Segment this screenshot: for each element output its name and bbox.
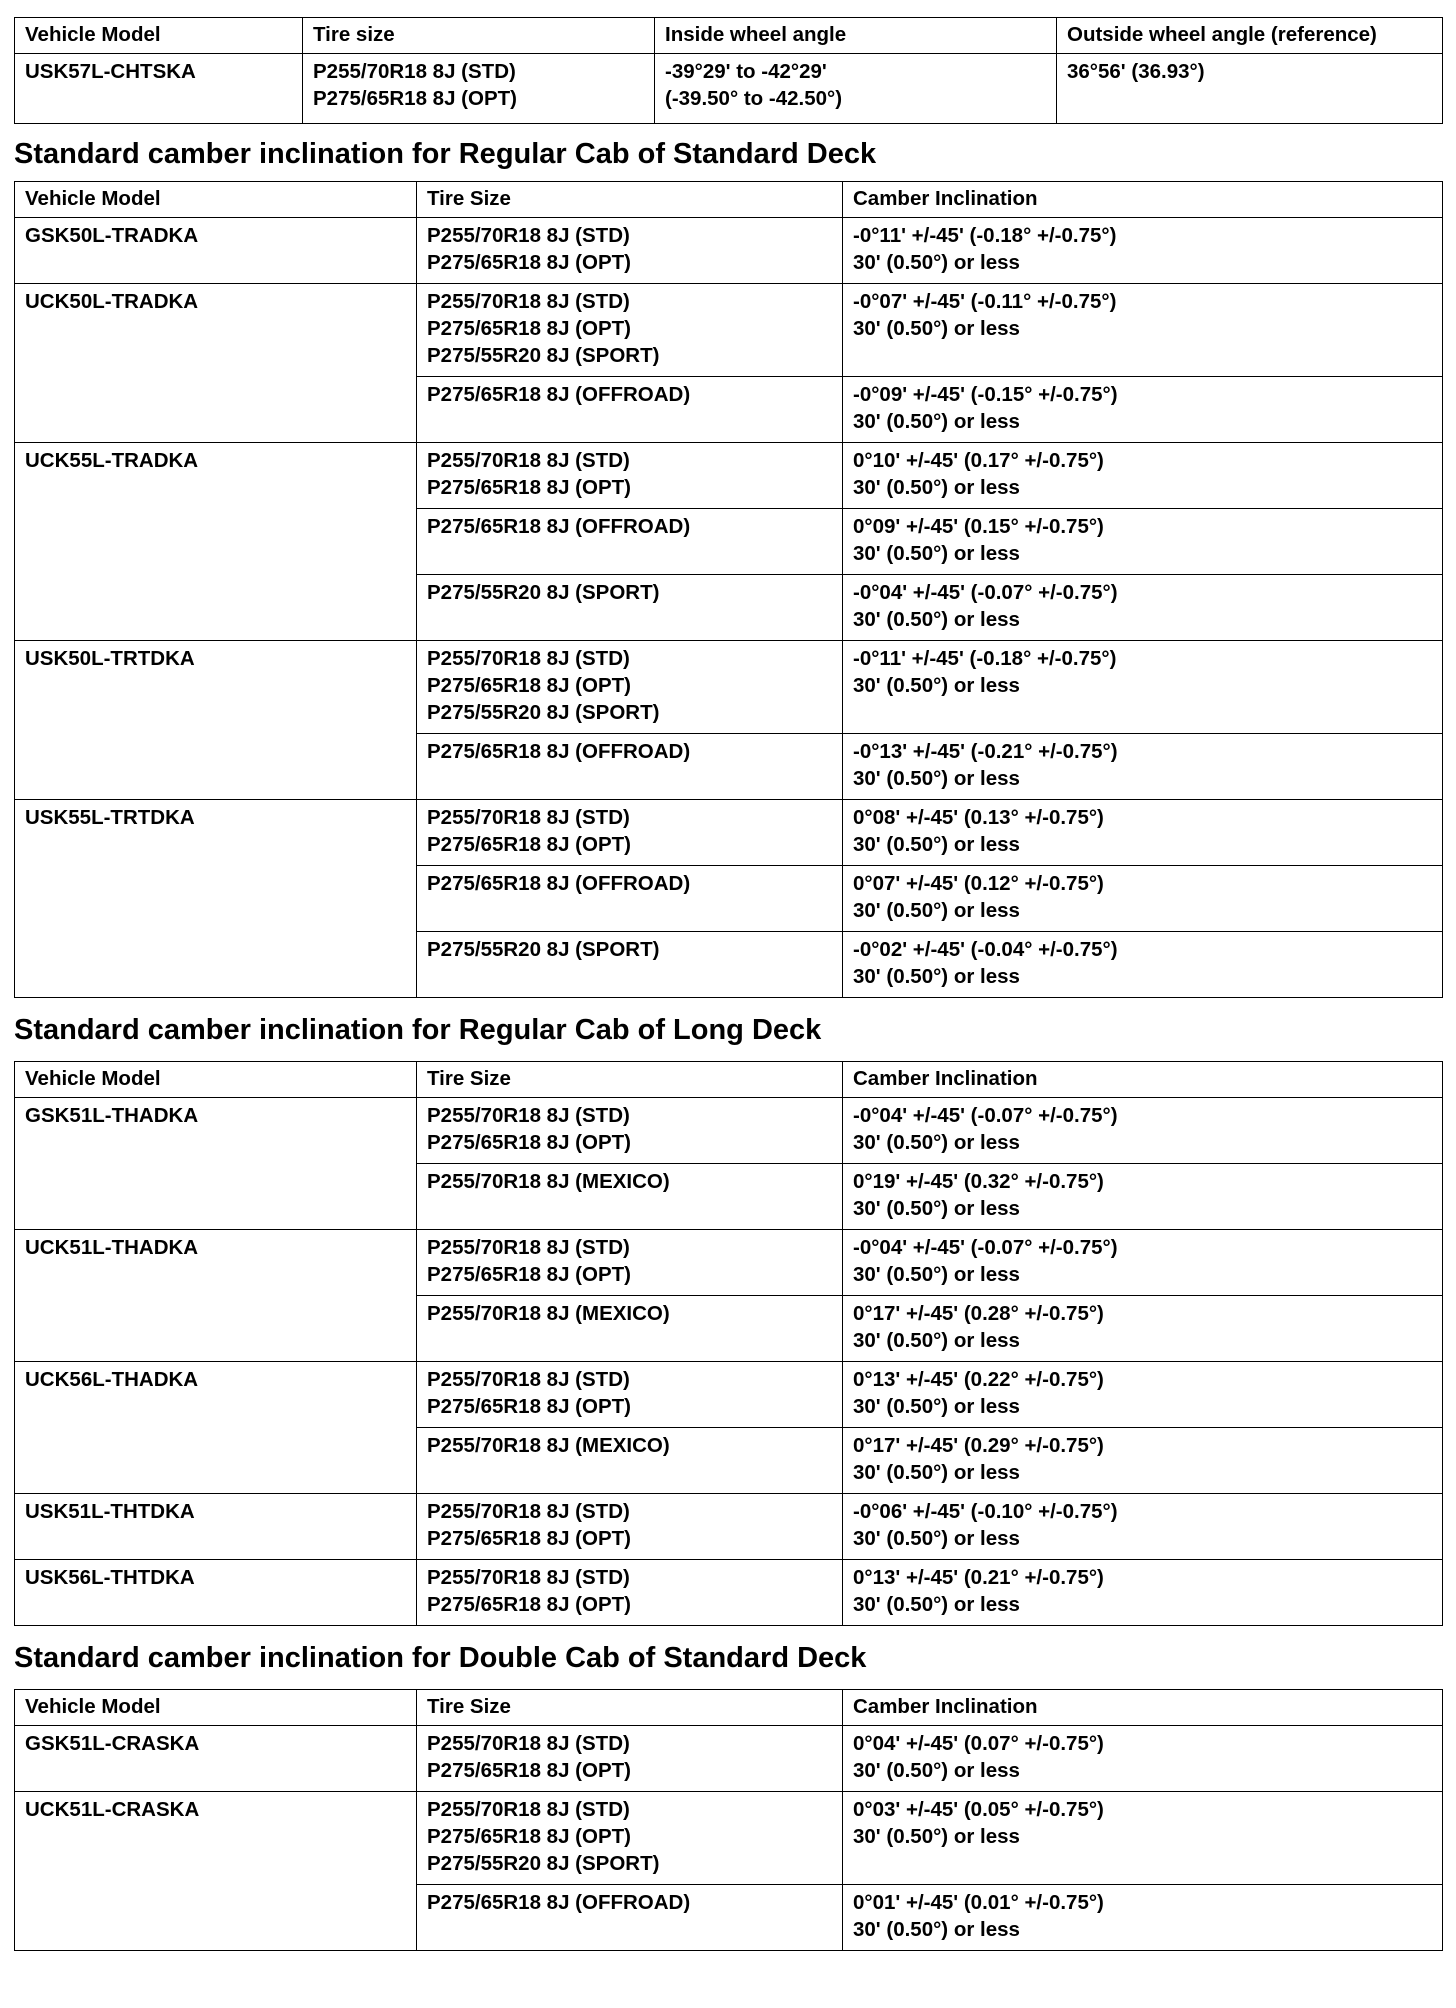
vehicle-model-cell: USK55L-TRTDKA: [15, 800, 417, 998]
camber-inclination-cell: [843, 734, 1443, 800]
tire-size-cell: [417, 1362, 843, 1428]
camber-inclination-cell: [843, 1885, 1443, 1951]
column-header: Inside wheel angle: [655, 18, 1057, 54]
tire-size-cell: [417, 1428, 843, 1494]
vehicle-model-cell: USK56L-THTDKA: [15, 1560, 417, 1626]
tire-size-cell: [417, 1726, 843, 1792]
column-header: Camber Inclination: [843, 182, 1443, 218]
tire-size-cell: [417, 1098, 843, 1164]
camber-inclination-cell: [843, 1362, 1443, 1428]
tire-size-line: P275/55R20 8J (SPORT): [427, 938, 660, 961]
column-header: Vehicle Model: [15, 182, 417, 218]
camber-value-line: -0°11' +/-45' (-0.18° +/-0.75°): [853, 647, 1117, 670]
column-header: Vehicle Model: [15, 1690, 417, 1726]
tire-size-line: P255/70R18 8J (STD): [427, 647, 630, 670]
tire-size-cell: [417, 443, 843, 509]
tire-size-cell: [417, 1494, 843, 1560]
tire-size-line: P255/70R18 8J (STD): [427, 1236, 630, 1259]
camber-value-line: 30' (0.50°) or less: [853, 1395, 1020, 1418]
camber-value-line: 0°17' +/-45' (0.29° +/-0.75°): [853, 1434, 1104, 1457]
tire-size-line: P255/70R18 8J (STD): [427, 224, 630, 247]
tire-size-cell: [417, 641, 843, 734]
camber-inclination-cell: [843, 1164, 1443, 1230]
tire-size-line: P255/70R18 8J (STD): [427, 1500, 630, 1523]
camber-value-line: 30' (0.50°) or less: [853, 965, 1020, 988]
camber-inclination-cell: [843, 284, 1443, 377]
vehicle-model-cell: UCK51L-CRASKA: [15, 1792, 417, 1951]
tire-size-cell: [417, 1885, 843, 1951]
table-row: [15, 54, 1443, 124]
camber-inclination-cell: [843, 1560, 1443, 1626]
camber-value-line: 0°07' +/-45' (0.12° +/-0.75°): [853, 872, 1104, 895]
camber-inclination-cell: [843, 443, 1443, 509]
camber-value-line: -0°04' +/-45' (-0.07° +/-0.75°): [853, 581, 1118, 604]
camber-value-line: -0°09' +/-45' (-0.15° +/-0.75°): [853, 383, 1118, 406]
tire-size-cell: [417, 866, 843, 932]
camber-inclination-cell: [843, 1792, 1443, 1885]
camber-inclination-cell: [843, 1230, 1443, 1296]
camber-inclination-cell: [843, 1494, 1443, 1560]
column-header: Camber Inclination: [843, 1690, 1443, 1726]
table-row: [15, 1726, 1443, 1792]
tire-size-cell: [417, 1230, 843, 1296]
tire-size-line: P275/65R18 8J (OFFROAD): [427, 515, 691, 538]
section-title: Standard camber inclination for Regular Cab of Long Deck: [14, 1014, 822, 1046]
vehicle-model-cell: UCK51L-THADKA: [15, 1230, 417, 1362]
camber-value-line: 30' (0.50°) or less: [853, 317, 1020, 340]
table-row: [15, 1098, 1443, 1164]
column-header: Tire Size: [417, 1690, 843, 1726]
tire-size-line: P275/65R18 8J (OFFROAD): [427, 1891, 691, 1914]
camber-value-line: 30' (0.50°) or less: [853, 1197, 1020, 1220]
camber-value-line: -0°02' +/-45' (-0.04° +/-0.75°): [853, 938, 1118, 961]
tire-size-line: P255/70R18 8J (STD): [313, 60, 516, 83]
camber-inclination-cell: [843, 641, 1443, 734]
document-page: [14, 17, 1442, 1951]
tire-size-line: P255/70R18 8J (STD): [427, 1732, 630, 1755]
table-row: [15, 1230, 1443, 1296]
vehicle-model-cell: GSK51L-CRASKA: [15, 1726, 417, 1792]
tire-size-line: P255/70R18 8J (MEXICO): [427, 1302, 670, 1325]
camber-inclination-cell: [843, 509, 1443, 575]
table-header-row: [15, 18, 1443, 54]
inside-angle-line: (-39.50° to -42.50°): [665, 87, 843, 110]
inside-angle-cell: [655, 54, 1057, 124]
tire-size-line: P275/55R20 8J (SPORT): [427, 344, 660, 367]
camber-table: [14, 1689, 1443, 1951]
tire-size-line: P275/65R18 8J (OFFROAD): [427, 740, 691, 763]
vehicle-model-cell: UCK56L-THADKA: [15, 1362, 417, 1494]
wheel-angle-table: [14, 17, 1443, 124]
vehicle-model-cell: USK50L-TRTDKA: [15, 641, 417, 800]
vehicle-model-cell: USK51L-THTDKA: [15, 1494, 417, 1560]
column-header: Tire size: [303, 18, 655, 54]
camber-value-line: 30' (0.50°) or less: [853, 833, 1020, 856]
camber-value-line: 30' (0.50°) or less: [853, 1263, 1020, 1286]
tire-size-cell: [417, 575, 843, 641]
tire-size-line: P275/65R18 8J (OPT): [427, 1759, 631, 1782]
column-header: Tire Size: [417, 182, 843, 218]
camber-inclination-cell: [843, 377, 1443, 443]
tire-size-line: P275/65R18 8J (OPT): [427, 1593, 631, 1616]
tire-size-line: P275/65R18 8J (OPT): [427, 1131, 631, 1154]
camber-value-line: 30' (0.50°) or less: [853, 1461, 1020, 1484]
tire-size-line: P275/65R18 8J (OPT): [427, 1263, 631, 1286]
camber-value-line: 30' (0.50°) or less: [853, 476, 1020, 499]
camber-value-line: -0°06' +/-45' (-0.10° +/-0.75°): [853, 1500, 1118, 1523]
camber-inclination-cell: [843, 1726, 1443, 1792]
tire-size-line: P275/65R18 8J (OPT): [427, 1395, 631, 1418]
camber-inclination-cell: [843, 932, 1443, 998]
inside-angle-line: -39°29' to -42°29': [665, 60, 827, 83]
tire-size-cell: [417, 1792, 843, 1885]
tire-size-line: P255/70R18 8J (STD): [427, 449, 630, 472]
camber-value-line: 30' (0.50°) or less: [853, 1759, 1020, 1782]
table-row: [15, 1560, 1443, 1626]
column-header: Vehicle Model: [15, 18, 303, 54]
camber-value-line: 30' (0.50°) or less: [853, 1593, 1020, 1616]
camber-value-line: 30' (0.50°) or less: [853, 1131, 1020, 1154]
camber-value-line: 30' (0.50°) or less: [853, 608, 1020, 631]
camber-value-line: 0°13' +/-45' (0.21° +/-0.75°): [853, 1566, 1104, 1589]
table-row: [15, 284, 1443, 377]
camber-value-line: 0°09' +/-45' (0.15° +/-0.75°): [853, 515, 1104, 538]
section-title: Standard camber inclination for Regular Cab of Standard Deck: [14, 138, 877, 170]
tire-size-cell: [417, 932, 843, 998]
camber-value-line: 0°19' +/-45' (0.32° +/-0.75°): [853, 1170, 1104, 1193]
tire-size-line: P275/65R18 8J (OPT): [313, 87, 517, 110]
camber-inclination-cell: [843, 218, 1443, 284]
camber-value-line: -0°04' +/-45' (-0.07° +/-0.75°): [853, 1236, 1118, 1259]
camber-value-line: 30' (0.50°) or less: [853, 410, 1020, 433]
camber-value-line: 0°08' +/-45' (0.13° +/-0.75°): [853, 806, 1104, 829]
camber-inclination-cell: [843, 866, 1443, 932]
table-header-row: [15, 182, 1443, 218]
table-header-row: [15, 1062, 1443, 1098]
vehicle-model-cell: GSK51L-THADKA: [15, 1098, 417, 1230]
table-row: [15, 800, 1443, 866]
column-header: Camber Inclination: [843, 1062, 1443, 1098]
tire-size-cell: [417, 800, 843, 866]
camber-value-line: 0°04' +/-45' (0.07° +/-0.75°): [853, 1732, 1104, 1755]
camber-value-line: 30' (0.50°) or less: [853, 1329, 1020, 1352]
camber-value-line: -0°13' +/-45' (-0.21° +/-0.75°): [853, 740, 1118, 763]
table-header-row: [15, 1690, 1443, 1726]
camber-inclination-cell: [843, 1296, 1443, 1362]
tire-size-line: P255/70R18 8J (STD): [427, 1798, 630, 1821]
camber-inclination-cell: [843, 575, 1443, 641]
tire-size-line: P255/70R18 8J (STD): [427, 1566, 630, 1589]
tire-size-line: P275/55R20 8J (SPORT): [427, 1852, 660, 1875]
camber-table: [14, 1061, 1443, 1626]
tire-size-line: P255/70R18 8J (STD): [427, 1104, 630, 1127]
outside-angle-cell: 36°56' (36.93°): [1057, 54, 1443, 124]
table-row: [15, 1362, 1443, 1428]
tire-size-cell: [417, 1164, 843, 1230]
camber-inclination-cell: [843, 800, 1443, 866]
tire-size-line: P255/70R18 8J (MEXICO): [427, 1170, 670, 1193]
camber-inclination-cell: [843, 1428, 1443, 1494]
tire-size-line: P275/65R18 8J (OPT): [427, 833, 631, 856]
camber-value-line: -0°07' +/-45' (-0.11° +/-0.75°): [853, 290, 1117, 313]
camber-value-line: 0°17' +/-45' (0.28° +/-0.75°): [853, 1302, 1104, 1325]
camber-value-line: 30' (0.50°) or less: [853, 767, 1020, 790]
camber-value-line: -0°11' +/-45' (-0.18° +/-0.75°): [853, 224, 1117, 247]
tire-size-line: P255/70R18 8J (MEXICO): [427, 1434, 670, 1457]
tire-size-line: P275/65R18 8J (OPT): [427, 317, 631, 340]
tire-size-cell: [417, 734, 843, 800]
vehicle-model-cell: UCK50L-TRADKA: [15, 284, 417, 443]
column-header: Vehicle Model: [15, 1062, 417, 1098]
tire-size-cell: [417, 1560, 843, 1626]
tire-size-cell: [417, 284, 843, 377]
tire-size-line: P275/55R20 8J (SPORT): [427, 581, 660, 604]
camber-value-line: 30' (0.50°) or less: [853, 674, 1020, 697]
tire-size-line: P275/65R18 8J (OPT): [427, 1825, 631, 1848]
camber-sections: [14, 137, 1442, 1951]
camber-table: [14, 181, 1443, 998]
tire-size-line: P275/65R18 8J (OPT): [427, 674, 631, 697]
camber-inclination-cell: [843, 1098, 1443, 1164]
camber-value-line: 0°01' +/-45' (0.01° +/-0.75°): [853, 1891, 1104, 1914]
camber-value-line: -0°04' +/-45' (-0.07° +/-0.75°): [853, 1104, 1118, 1127]
camber-value-line: 30' (0.50°) or less: [853, 1825, 1020, 1848]
tire-size-line: P275/65R18 8J (OPT): [427, 476, 631, 499]
tire-size-line: P255/70R18 8J (STD): [427, 290, 630, 313]
tire-size-line: P255/70R18 8J (STD): [427, 806, 630, 829]
section-title: Standard camber inclination for Double Cab of Standard Deck: [14, 1642, 867, 1674]
tire-size-cell: [417, 218, 843, 284]
tire-size-cell: [417, 377, 843, 443]
tire-size-line: P275/65R18 8J (OFFROAD): [427, 383, 691, 406]
column-header: Outside wheel angle (reference): [1057, 18, 1443, 54]
camber-value-line: 30' (0.50°) or less: [853, 251, 1020, 274]
table-row: [15, 443, 1443, 509]
vehicle-model-cell: USK57L-CHTSKA: [15, 54, 303, 124]
tire-size-line: P275/65R18 8J (OPT): [427, 1527, 631, 1550]
camber-value-line: 0°03' +/-45' (0.05° +/-0.75°): [853, 1798, 1104, 1821]
tire-size-cell: [417, 1296, 843, 1362]
camber-value-line: 0°13' +/-45' (0.22° +/-0.75°): [853, 1368, 1104, 1391]
tire-size-line: P275/65R18 8J (OFFROAD): [427, 872, 691, 895]
tire-size-cell: [417, 509, 843, 575]
vehicle-model-cell: UCK55L-TRADKA: [15, 443, 417, 641]
camber-value-line: 0°10' +/-45' (0.17° +/-0.75°): [853, 449, 1104, 472]
table-row: [15, 1792, 1443, 1885]
vehicle-model-cell: GSK50L-TRADKA: [15, 218, 417, 284]
table-row: [15, 1494, 1443, 1560]
table-row: [15, 641, 1443, 734]
tire-size-line: P275/55R20 8J (SPORT): [427, 701, 660, 724]
tire-size-line: P275/65R18 8J (OPT): [427, 251, 631, 274]
camber-value-line: 30' (0.50°) or less: [853, 542, 1020, 565]
column-header: Tire Size: [417, 1062, 843, 1098]
tire-size-cell: [303, 54, 655, 124]
table-row: [15, 218, 1443, 284]
camber-value-line: 30' (0.50°) or less: [853, 1918, 1020, 1941]
tire-size-line: P255/70R18 8J (STD): [427, 1368, 630, 1391]
camber-value-line: 30' (0.50°) or less: [853, 899, 1020, 922]
camber-value-line: 30' (0.50°) or less: [853, 1527, 1020, 1550]
